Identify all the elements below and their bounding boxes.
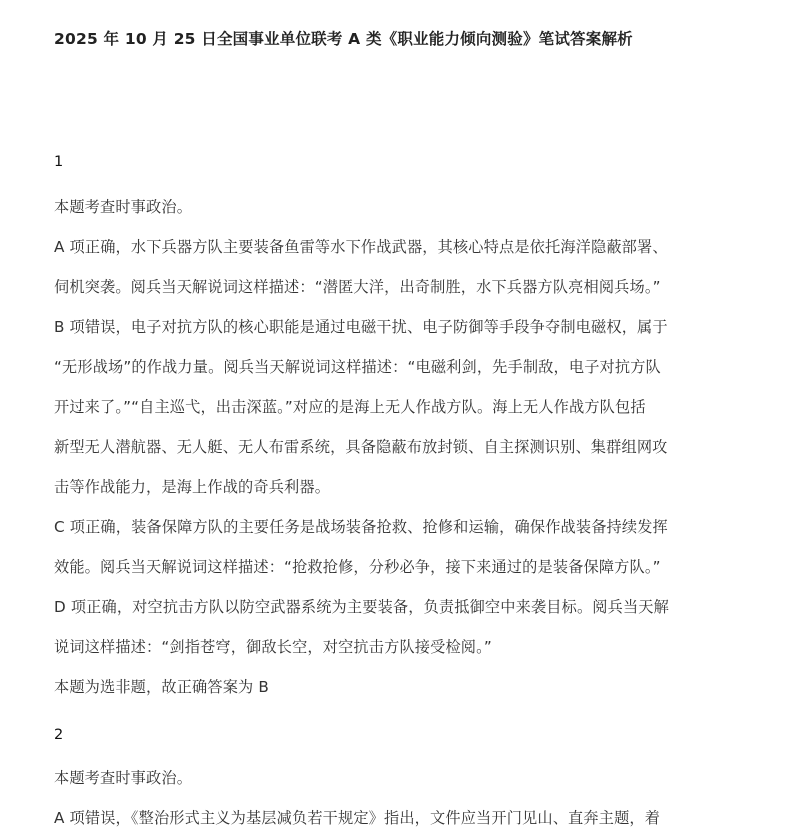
question-line: 击等作战能力，是海上作战的奇兵利器。 bbox=[54, 478, 331, 496]
document-title: 2025 年 10 月 25 日全国事业单位联考 A 类《职业能力倾向测验》笔试答案解析 bbox=[54, 30, 633, 48]
question-line: 新型无人潜航器、无人艇、无人布雷系统，具备隐蔽布放封锁、自主探测识别、集群组网攻 bbox=[54, 438, 668, 456]
question-line: 伺机突袭。阅兵当天解说词这样描述：“潜匿大洋，出奇制胜，水下兵器方队亮相阅兵场。” bbox=[54, 278, 661, 296]
question-line: 效能。阅兵当天解说词这样描述：“抢救抢修，分秒必争，接下来通过的是装备保障方队。” bbox=[54, 558, 661, 576]
question-line: 说词这样描述：“剑指苍穹，御敌长空，对空抗击方队接受检阅。” bbox=[54, 638, 492, 656]
question-line: D 项正确，对空抗击方队以防空武器系统为主要装备，负责抵御空中来袭目标。阅兵当天解 bbox=[54, 598, 669, 616]
question-line: A 项正确，水下兵器方队主要装备鱼雷等水下作战武器，其核心特点是依托海洋隐蔽部署、 bbox=[54, 238, 668, 256]
question-line: 本题考查时事政治。 bbox=[54, 198, 193, 216]
question-line: 本题考查时事政治。 bbox=[54, 769, 193, 787]
answer-line: 本题为选非题，故正确答案为 B bbox=[54, 678, 269, 696]
question-line: A 项错误，《整治形式主义为基层减负若干规定》指出，文件应当开门见山、直奔主题，着 bbox=[54, 809, 661, 827]
question-line: “无形战场”的作战力量。阅兵当天解说词这样描述：“电磁利剑，先手制敌，电子对抗方队 bbox=[54, 358, 661, 376]
question-line: B 项错误，电子对抗方队的核心职能是通过电磁干扰、电子防御等手段争夺制电磁权，属于 bbox=[54, 318, 668, 336]
question-number: 2 bbox=[54, 727, 64, 743]
question-number: 1 bbox=[54, 154, 64, 170]
question-line: 开过来了。”“自主巡弋，出击深蓝。”对应的是海上无人作战方队。海上无人作战方队包括 bbox=[54, 398, 646, 416]
question-line: C 项正确，装备保障方队的主要任务是战场装备抢救、抢修和运输，确保作战装备持续发挥 bbox=[54, 518, 668, 536]
